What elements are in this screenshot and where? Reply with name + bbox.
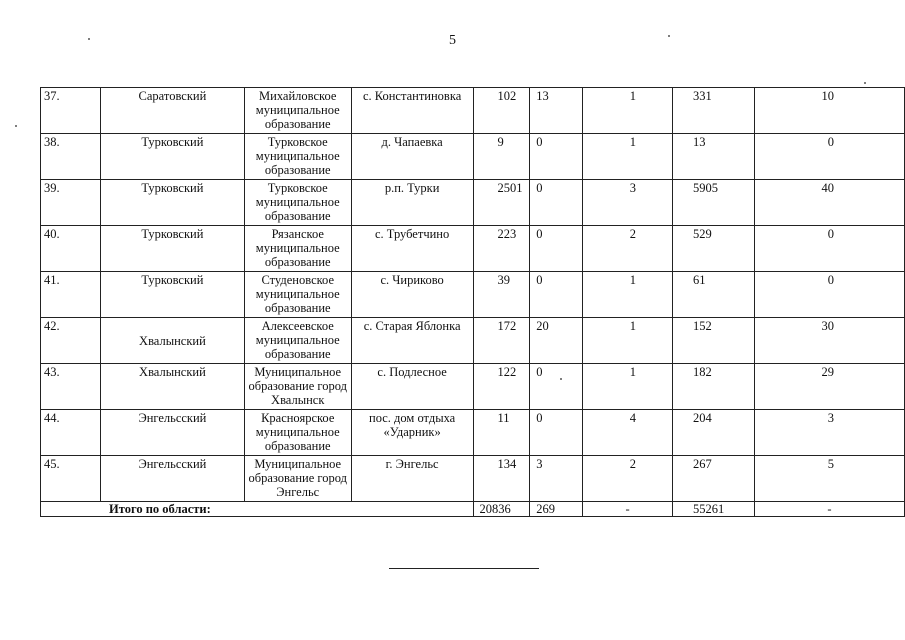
value-cell-1: 102 xyxy=(473,88,530,134)
row-number: 37. xyxy=(41,88,101,134)
value-cell-2: 20 xyxy=(530,318,583,364)
value-cell-3: 3 xyxy=(583,180,673,226)
value-cell-5: 10 xyxy=(754,88,904,134)
municipality-cell: Студеновское муниципальное образование xyxy=(244,272,351,318)
district-cell: Хвалынский xyxy=(101,364,245,410)
value-cell-3: 1 xyxy=(583,134,673,180)
row-number: 44. xyxy=(41,410,101,456)
value-cell-5: 29 xyxy=(754,364,904,410)
value-cell-1: 122 xyxy=(473,364,530,410)
value-cell-4: 204 xyxy=(672,410,754,456)
scan-speck xyxy=(15,125,17,127)
value-cell-3: 2 xyxy=(583,456,673,502)
municipality-cell: Муниципальное образование город Хвалынск xyxy=(244,364,351,410)
value-cell-1: 172 xyxy=(473,318,530,364)
table-row xyxy=(41,364,905,410)
signature-line xyxy=(389,568,539,569)
settlement-cell: р.п. Турки xyxy=(351,180,473,226)
row-number: 38. xyxy=(41,134,101,180)
row-number: 39. xyxy=(41,180,101,226)
municipality-cell: Турковское муниципальное образование xyxy=(244,180,351,226)
municipality-cell: Турковское муниципальное образование xyxy=(244,134,351,180)
settlement-cell: г. Энгельс xyxy=(351,456,473,502)
district-cell: Турковский xyxy=(101,180,245,226)
value-cell-5: 0 xyxy=(754,272,904,318)
row-number: 42. xyxy=(41,318,101,364)
scan-speck xyxy=(864,82,866,84)
municipality-cell: Рязанское муниципальное образование xyxy=(244,226,351,272)
table-row xyxy=(41,410,905,456)
district-cell: Турковский xyxy=(101,134,245,180)
value-cell-2: 0 xyxy=(530,272,583,318)
total-value-5: - xyxy=(754,502,904,517)
value-cell-5: 0 xyxy=(754,226,904,272)
settlement-cell: с. Подлесное xyxy=(351,364,473,410)
value-cell-4: 182 xyxy=(672,364,754,410)
value-cell-2: 0 xyxy=(530,410,583,456)
table-row xyxy=(41,272,905,318)
value-cell-1: 134 xyxy=(473,456,530,502)
value-cell-4: 267 xyxy=(672,456,754,502)
municipality-cell: Красноярское муниципальное образование xyxy=(244,410,351,456)
table-row xyxy=(41,180,905,226)
value-cell-4: 13 xyxy=(672,134,754,180)
settlement-cell: д. Чапаевка xyxy=(351,134,473,180)
value-cell-4: 529 xyxy=(672,226,754,272)
total-value-1: 20836 xyxy=(473,502,530,517)
value-cell-2: 3 xyxy=(530,456,583,502)
district-cell: Турковский xyxy=(101,226,245,272)
total-row xyxy=(41,502,905,517)
value-cell-1: 223 xyxy=(473,226,530,272)
table-row xyxy=(41,456,905,502)
value-cell-3: 1 xyxy=(583,364,673,410)
value-cell-4: 331 xyxy=(672,88,754,134)
row-number: 41. xyxy=(41,272,101,318)
value-cell-5: 3 xyxy=(754,410,904,456)
municipality-cell: Муниципальное образование город Энгельс xyxy=(244,456,351,502)
value-cell-1: 9 xyxy=(473,134,530,180)
table-row xyxy=(41,134,905,180)
value-cell-3: 2 xyxy=(583,226,673,272)
value-cell-4: 152 xyxy=(672,318,754,364)
value-cell-4: 5905 xyxy=(672,180,754,226)
value-cell-1: 39 xyxy=(473,272,530,318)
value-cell-2: 0 xyxy=(530,364,583,410)
table-row xyxy=(41,226,905,272)
settlement-cell: с. Старая Яблонка xyxy=(351,318,473,364)
value-cell-4: 61 xyxy=(672,272,754,318)
table-row xyxy=(41,318,905,364)
settlement-cell: с. Трубетчино xyxy=(351,226,473,272)
value-cell-3: 1 xyxy=(583,318,673,364)
scan-speck xyxy=(88,38,90,40)
total-value-4: 55261 xyxy=(672,502,754,517)
data-table xyxy=(40,87,905,517)
district-cell: Хвалынский xyxy=(101,318,245,364)
municipality-cell: Алексеевское муниципальное образование xyxy=(244,318,351,364)
scan-speck xyxy=(668,35,670,37)
settlement-cell: с. Константиновка xyxy=(351,88,473,134)
value-cell-3: 1 xyxy=(583,88,673,134)
value-cell-5: 30 xyxy=(754,318,904,364)
page-number: 5 xyxy=(449,33,456,48)
value-cell-5: 40 xyxy=(754,180,904,226)
district-cell: Турковский xyxy=(101,272,245,318)
value-cell-2: 13 xyxy=(530,88,583,134)
row-number: 45. xyxy=(41,456,101,502)
value-cell-5: 5 xyxy=(754,456,904,502)
scan-speck xyxy=(560,378,562,380)
total-label: Итого по области: xyxy=(41,502,474,517)
total-value-3: - xyxy=(583,502,673,517)
value-cell-3: 4 xyxy=(583,410,673,456)
row-number: 43. xyxy=(41,364,101,410)
value-cell-2: 0 xyxy=(530,180,583,226)
settlement-cell: с. Чириково xyxy=(351,272,473,318)
municipality-cell: Михайловское муниципальное образование xyxy=(244,88,351,134)
value-cell-3: 1 xyxy=(583,272,673,318)
row-number: 40. xyxy=(41,226,101,272)
value-cell-1: 2501 xyxy=(473,180,530,226)
district-cell: Саратовский xyxy=(101,88,245,134)
district-cell: Энгельсский xyxy=(101,410,245,456)
total-value-2: 269 xyxy=(530,502,583,517)
settlement-cell: пос. дом отдыха «Ударник» xyxy=(351,410,473,456)
value-cell-2: 0 xyxy=(530,226,583,272)
value-cell-2: 0 xyxy=(530,134,583,180)
value-cell-5: 0 xyxy=(754,134,904,180)
table-row xyxy=(41,88,905,134)
district-cell: Энгельсский xyxy=(101,456,245,502)
value-cell-1: 11 xyxy=(473,410,530,456)
